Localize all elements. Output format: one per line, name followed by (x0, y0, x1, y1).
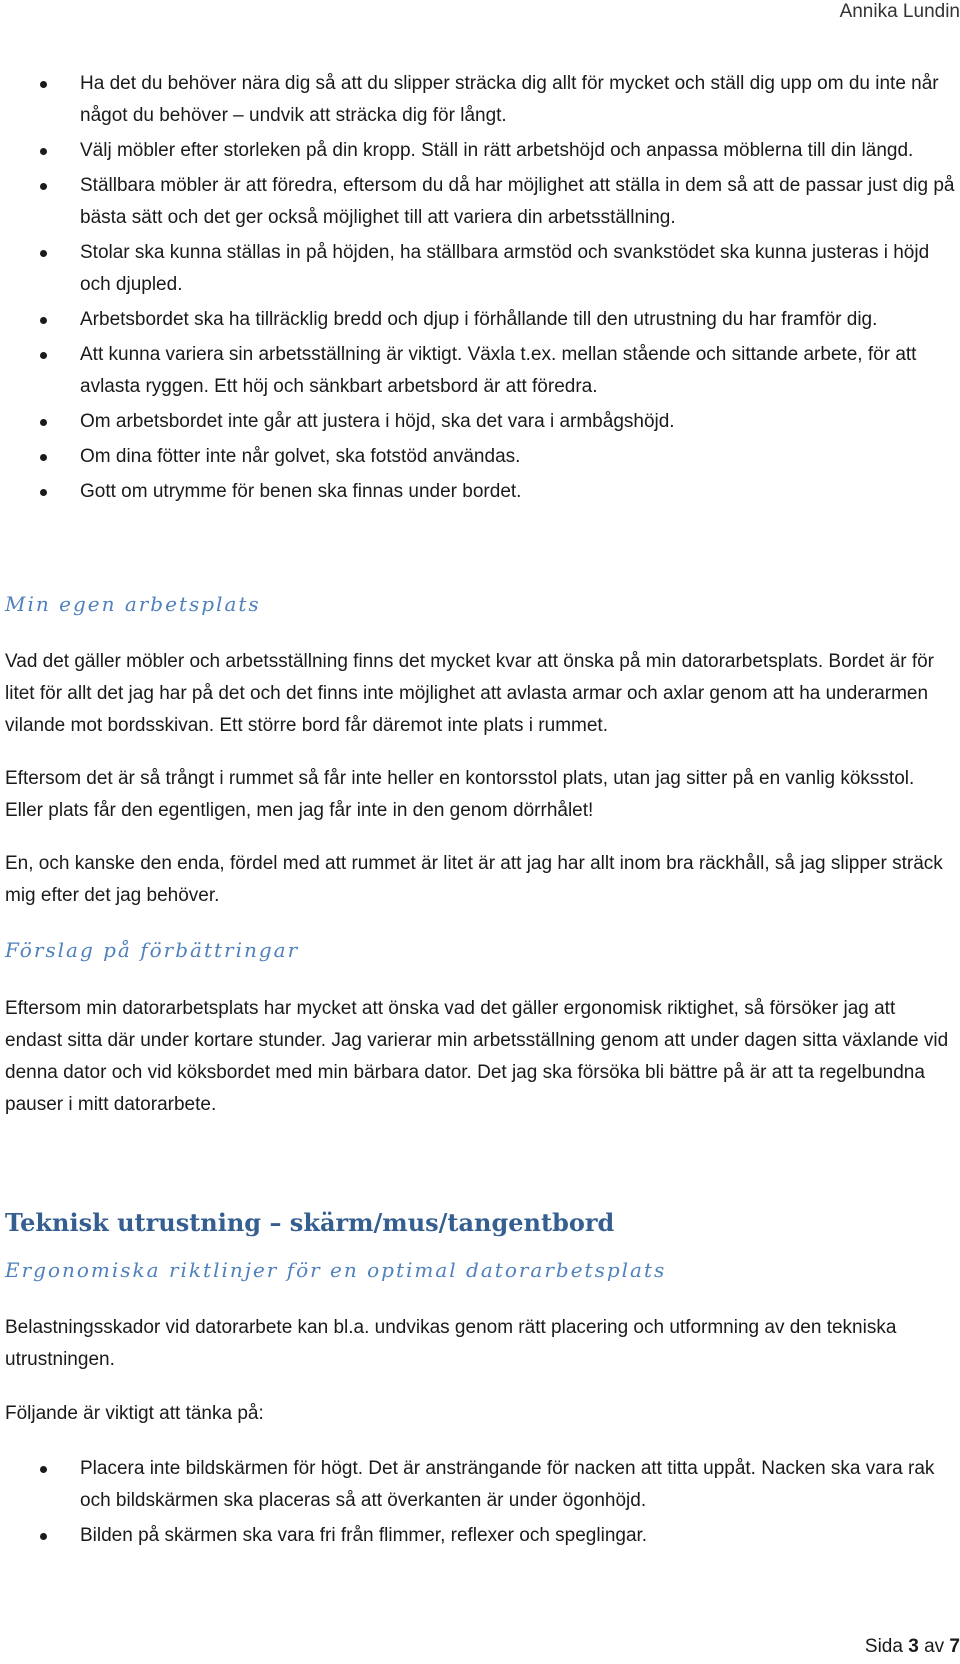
list-item: Om arbetsbordet inte går att justera i höjd, ska det vara i armbågshöjd. (0, 406, 960, 438)
bullet-icon (40, 317, 47, 324)
page-number: Sida 3 av 7 (864, 1636, 960, 1657)
heading-own-workplace: Min egen arbetsplats (5, 592, 261, 616)
heading-technical-equipment: Teknisk utrustning – skärm/mus/tangentbord (5, 1208, 615, 1237)
header-author: Annika Lundin (839, 1, 960, 22)
bullet-icon (40, 489, 47, 496)
bullet-icon (40, 1533, 47, 1540)
bullet-icon (40, 352, 47, 359)
list-item: Gott om utrymme för benen ska finnas under bordet. (0, 476, 960, 508)
own-workplace-paragraph-3: En, och kanske den enda, fördel med att rummet är litet är att jag har allt inom bra räckhåll, så jag slipper sträck mig efter det jag behöver. (5, 853, 943, 906)
list-item: Ställbara möbler är att föredra, eftersom du då har möjlighet att ställa in dem så att de passar just dig på bästa sätt och det ger också möjlighet till att variera din arbetsställning. (0, 170, 960, 234)
bullet-icon (40, 148, 47, 155)
list-item: Att kunna variera sin arbetsställning är viktigt. Växla t.ex. mellan stående och sittande arbete, för att avlasta ryggen. Ett höj och sänkbart arbetsbord är att föredra. (0, 339, 960, 403)
heading-improvements: Förslag på förbättringar (5, 938, 300, 962)
list-item: Arbetsbordet ska ha tillräcklig bredd och djup i förhållande till den utrustning du har framför dig. (0, 304, 960, 336)
technical-paragraph-1: Belastningsskador vid datorarbete kan bl.a. undvikas genom rätt placering och utformning av den tekniska utrustningen. (5, 1317, 897, 1370)
list-item: Ha det du behöver nära dig så att du slipper sträcka dig allt för mycket och ställ dig upp om du inte når något du behöver – undvik att sträcka dig för långt. (0, 68, 960, 132)
technical-paragraph-2: Följande är viktigt att tänka på: (5, 1403, 264, 1424)
furniture-guidelines-list (0, 68, 960, 511)
list-item: Placera inte bildskärmen för högt. Det är ansträngande för nacken att titta uppåt. Nacken ska vara rak och bildskärmen ska placeras så att överkanten är under ögonhöjd. (0, 1453, 960, 1517)
bullet-icon (40, 454, 47, 461)
list-item: Stolar ska kunna ställas in på höjden, ha ställbara armstöd och svankstödet ska kunna justeras i höjd och djupled. (0, 237, 960, 301)
bullet-icon (40, 81, 47, 88)
bullet-icon (40, 1466, 47, 1473)
own-workplace-paragraph-2: Eftersom det är så trångt i rummet så får inte heller en kontorsstol plats, utan jag sitter på en vanlig köksstol. Eller plats får den egentligen, men jag får inte in den genom dörrhålet! (5, 768, 915, 821)
list-item: Om dina fötter inte når golvet, ska fotstöd användas. (0, 441, 960, 473)
own-workplace-paragraph-1: Vad det gäller möbler och arbetsställning finns det mycket kvar att önska på min datorarbetsplats. Bordet är för litet för allt det jag har på det och det finns inte möjlighet att avlasta armar och axlar genom att ha underarmen vilande mot bordsskivan. Ett större bord får däremot inte plats i rummet. (5, 651, 935, 736)
improvements-paragraph: Eftersom min datorarbetsplats har mycket att önska vad det gäller ergonomisk riktighet, så försöker jag att endast sitta där under kortare stunder. Jag varierar min arbetsställning genom att under dagen sitta växlande vid denna dator och vid köksbordet med min bärbara dator. Det jag ska försöka bli bättre på är att ta regelbundna pauser i mitt datorarbete. (5, 998, 949, 1115)
heading-ergonomic-guidelines: Ergonomiska riktlinjer för en optimal datorarbetsplats (5, 1258, 667, 1282)
list-item: Bilden på skärmen ska vara fri från flimmer, reflexer och speglingar. (0, 1520, 960, 1552)
bullet-icon (40, 250, 47, 257)
list-item: Välj möbler efter storleken på din kropp. Ställ in rätt arbetshöjd och anpassa möblerna till din längd. (0, 135, 960, 167)
screen-guidelines-list (0, 1453, 960, 1555)
bullet-icon (40, 419, 47, 426)
bullet-icon (40, 183, 47, 190)
